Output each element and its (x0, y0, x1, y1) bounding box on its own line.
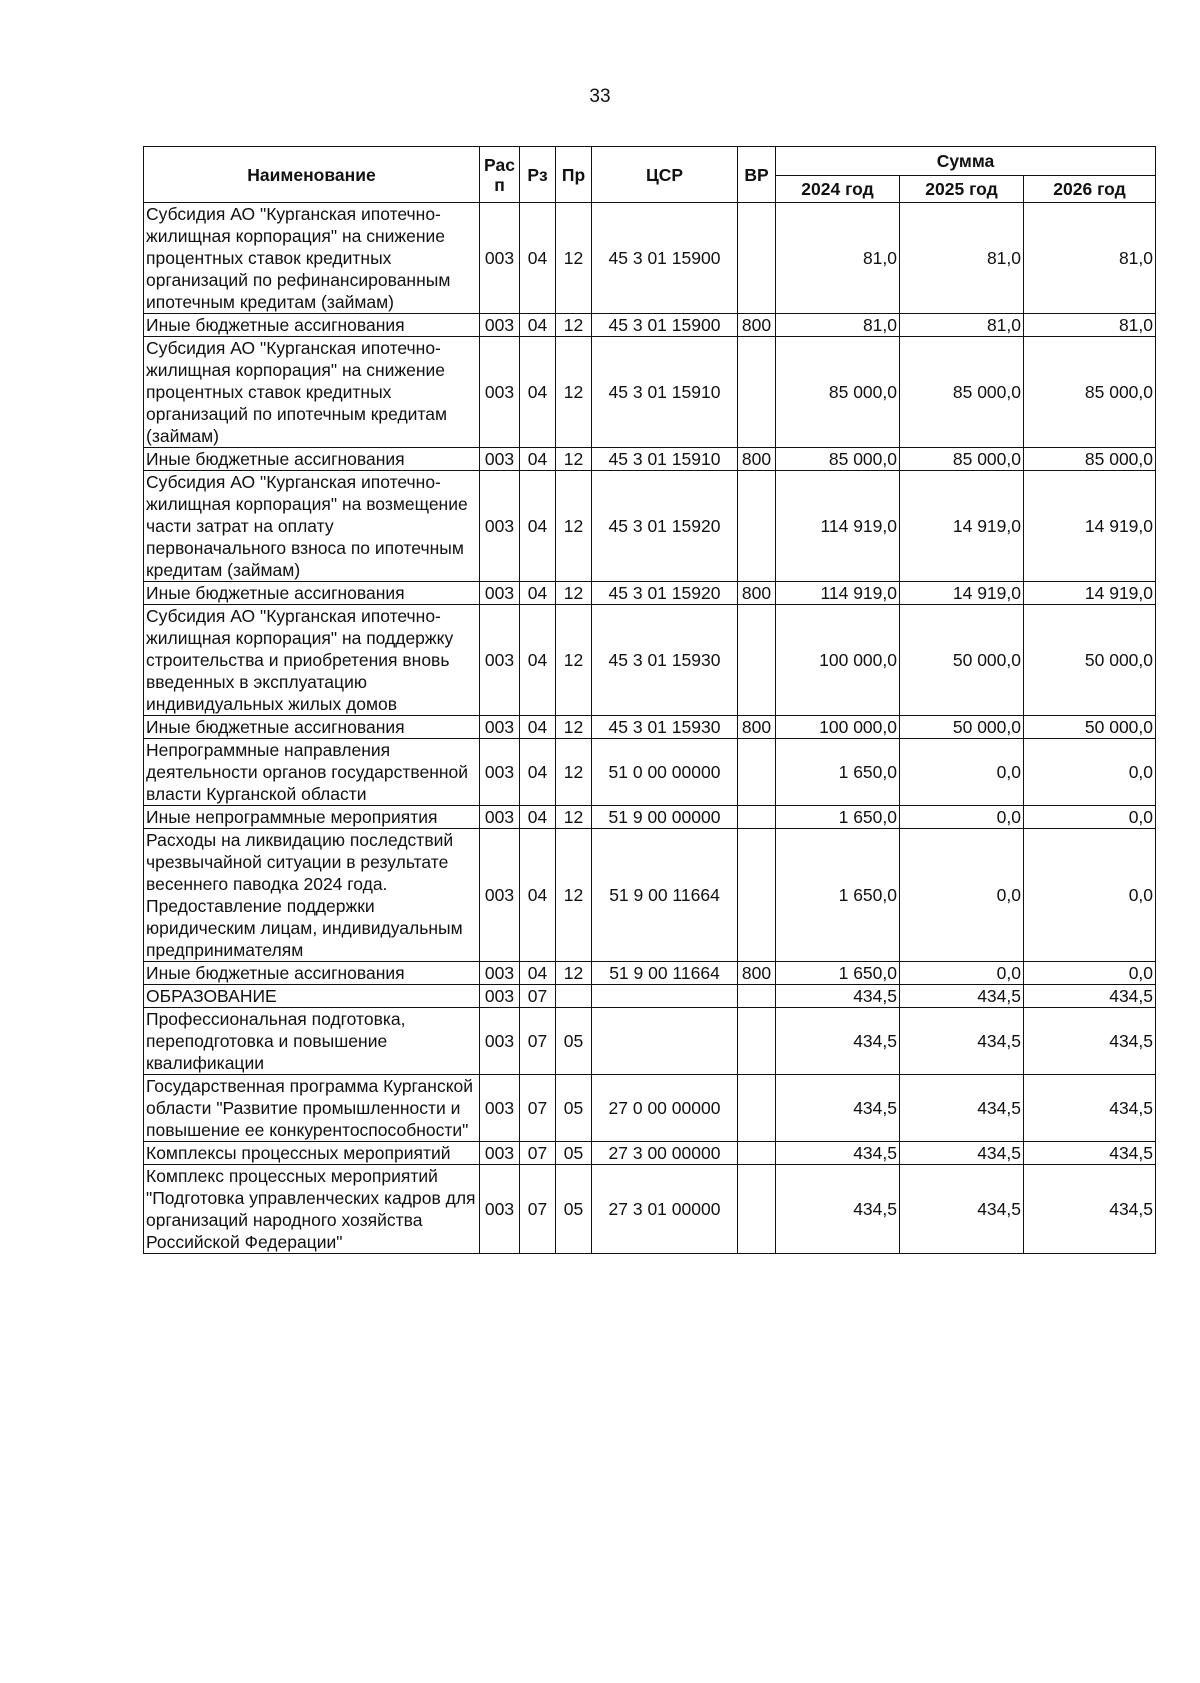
cell-name: Иные бюджетные ассигнования (144, 582, 480, 605)
cell-name: ОБРАЗОВАНИЕ (144, 985, 480, 1008)
cell-pr: 12 (556, 605, 592, 716)
cell-sum-2026: 85 000,0 (1024, 448, 1156, 471)
cell-csr: 27 3 01 00000 (592, 1165, 738, 1254)
cell-rasp: 003 (480, 448, 520, 471)
cell-name: Иные непрограммные мероприятия (144, 806, 480, 829)
table-row (144, 337, 1156, 448)
cell-rasp: 003 (480, 605, 520, 716)
cell-sum-2025: 14 919,0 (900, 471, 1024, 582)
cell-pr: 12 (556, 716, 592, 739)
table-body (144, 203, 1156, 1254)
cell-sum-2025: 0,0 (900, 829, 1024, 962)
cell-pr: 05 (556, 1142, 592, 1165)
cell-vr (738, 1142, 776, 1165)
cell-sum-2025: 81,0 (900, 203, 1024, 314)
cell-rz: 04 (520, 605, 556, 716)
cell-pr: 12 (556, 829, 592, 962)
cell-csr: 45 3 01 15900 (592, 314, 738, 337)
cell-vr (738, 605, 776, 716)
cell-rz: 04 (520, 806, 556, 829)
cell-name: Расходы на ликвидацию последствий чрезвычайной ситуации в результате весеннего паводка 2024 года. Предоставление поддержки юридическим лицам, индивидуальным предпринимателям (144, 829, 480, 962)
table-row (144, 1075, 1156, 1142)
cell-rz: 04 (520, 471, 556, 582)
cell-vr: 800 (738, 314, 776, 337)
cell-sum-2024: 434,5 (776, 1008, 900, 1075)
cell-pr: 12 (556, 962, 592, 985)
table-row (144, 1142, 1156, 1165)
cell-name: Профессиональная подготовка, переподготовка и повышение квалификации (144, 1008, 480, 1075)
cell-rasp: 003 (480, 829, 520, 962)
cell-vr (738, 806, 776, 829)
budget-table (143, 146, 1156, 1254)
cell-sum-2025: 434,5 (900, 985, 1024, 1008)
cell-csr: 51 9 00 00000 (592, 806, 738, 829)
cell-rz: 04 (520, 739, 556, 806)
header-year-2026: 2026 год (1024, 176, 1156, 203)
cell-sum-2026: 434,5 (1024, 1142, 1156, 1165)
cell-sum-2024: 434,5 (776, 1142, 900, 1165)
cell-pr: 12 (556, 739, 592, 806)
cell-sum-2024: 434,5 (776, 1075, 900, 1142)
cell-sum-2024: 81,0 (776, 203, 900, 314)
cell-rasp: 003 (480, 1008, 520, 1075)
cell-sum-2024: 85 000,0 (776, 337, 900, 448)
cell-vr (738, 1165, 776, 1254)
cell-pr: 12 (556, 203, 592, 314)
cell-sum-2026: 0,0 (1024, 962, 1156, 985)
cell-rasp: 003 (480, 471, 520, 582)
cell-rz: 04 (520, 962, 556, 985)
cell-pr: 05 (556, 1075, 592, 1142)
cell-rasp: 003 (480, 337, 520, 448)
table-row (144, 739, 1156, 806)
cell-csr: 51 0 00 00000 (592, 739, 738, 806)
header-pr: Пр (556, 147, 592, 203)
cell-sum-2025: 50 000,0 (900, 605, 1024, 716)
cell-vr (738, 1008, 776, 1075)
header-vr: ВР (738, 147, 776, 203)
cell-sum-2024: 114 919,0 (776, 471, 900, 582)
table-row (144, 962, 1156, 985)
cell-rasp: 003 (480, 1165, 520, 1254)
cell-sum-2024: 1 650,0 (776, 962, 900, 985)
cell-name: Субсидия АО "Курганская ипотечно-жилищная корпорация" на снижение процентных ставок кредитных организаций по рефинансированным ипотечным кредитам (займам) (144, 203, 480, 314)
header-csr: ЦСР (592, 147, 738, 203)
cell-rasp: 003 (480, 314, 520, 337)
cell-sum-2026: 81,0 (1024, 203, 1156, 314)
cell-sum-2024: 100 000,0 (776, 716, 900, 739)
cell-sum-2026: 50 000,0 (1024, 716, 1156, 739)
cell-sum-2026: 434,5 (1024, 985, 1156, 1008)
cell-csr: 45 3 01 15910 (592, 337, 738, 448)
cell-name: Иные бюджетные ассигнования (144, 448, 480, 471)
cell-rz: 07 (520, 985, 556, 1008)
cell-sum-2024: 81,0 (776, 314, 900, 337)
cell-sum-2026: 0,0 (1024, 739, 1156, 806)
table-row (144, 985, 1156, 1008)
cell-rasp: 003 (480, 716, 520, 739)
cell-csr: 45 3 01 15910 (592, 448, 738, 471)
cell-rasp: 003 (480, 985, 520, 1008)
cell-pr: 12 (556, 314, 592, 337)
cell-sum-2024: 85 000,0 (776, 448, 900, 471)
header-rasp: Рас п (480, 147, 520, 203)
table-row (144, 806, 1156, 829)
header-row-1 (144, 147, 1156, 176)
cell-sum-2024: 1 650,0 (776, 739, 900, 806)
cell-rasp: 003 (480, 739, 520, 806)
cell-rz: 07 (520, 1008, 556, 1075)
cell-rz: 04 (520, 203, 556, 314)
cell-sum-2026: 81,0 (1024, 314, 1156, 337)
cell-sum-2024: 434,5 (776, 985, 900, 1008)
cell-sum-2025: 81,0 (900, 314, 1024, 337)
cell-vr (738, 1075, 776, 1142)
cell-sum-2026: 434,5 (1024, 1165, 1156, 1254)
cell-sum-2025: 85 000,0 (900, 448, 1024, 471)
cell-sum-2024: 1 650,0 (776, 806, 900, 829)
cell-name: Комплексы процессных мероприятий (144, 1142, 480, 1165)
table-row (144, 1008, 1156, 1075)
cell-vr (738, 471, 776, 582)
table-row (144, 471, 1156, 582)
header-year-2024: 2024 год (776, 176, 900, 203)
cell-rz: 07 (520, 1165, 556, 1254)
cell-sum-2025: 14 919,0 (900, 582, 1024, 605)
cell-sum-2026: 434,5 (1024, 1075, 1156, 1142)
cell-sum-2025: 434,5 (900, 1008, 1024, 1075)
cell-sum-2025: 434,5 (900, 1075, 1024, 1142)
cell-rz: 04 (520, 829, 556, 962)
cell-vr: 800 (738, 448, 776, 471)
table-row (144, 829, 1156, 962)
cell-name: Субсидия АО "Курганская ипотечно-жилищная корпорация" на возмещение части затрат на оплату первоначального взноса по ипотечным кредитам (займам) (144, 471, 480, 582)
cell-name: Непрограммные направления деятельности органов государственной власти Курганской области (144, 739, 480, 806)
cell-rasp: 003 (480, 1075, 520, 1142)
cell-vr (738, 985, 776, 1008)
cell-csr: 45 3 01 15930 (592, 716, 738, 739)
cell-rasp: 003 (480, 582, 520, 605)
cell-sum-2025: 434,5 (900, 1142, 1024, 1165)
cell-csr: 45 3 01 15900 (592, 203, 738, 314)
cell-pr: 12 (556, 582, 592, 605)
header-name: Наименование (144, 147, 480, 203)
cell-vr: 800 (738, 582, 776, 605)
cell-sum-2026: 434,5 (1024, 1008, 1156, 1075)
cell-name: Иные бюджетные ассигнования (144, 314, 480, 337)
cell-csr: 27 3 00 00000 (592, 1142, 738, 1165)
cell-pr: 12 (556, 471, 592, 582)
cell-sum-2026: 50 000,0 (1024, 605, 1156, 716)
header-sum: Сумма (776, 147, 1156, 176)
cell-vr (738, 203, 776, 314)
cell-rz: 04 (520, 337, 556, 448)
cell-sum-2025: 85 000,0 (900, 337, 1024, 448)
table-row (144, 448, 1156, 471)
cell-name: Иные бюджетные ассигнования (144, 962, 480, 985)
cell-sum-2025: 0,0 (900, 739, 1024, 806)
cell-sum-2026: 14 919,0 (1024, 582, 1156, 605)
cell-pr (556, 985, 592, 1008)
cell-vr: 800 (738, 716, 776, 739)
cell-csr (592, 985, 738, 1008)
cell-csr: 45 3 01 15920 (592, 582, 738, 605)
table-row (144, 314, 1156, 337)
table-row (144, 203, 1156, 314)
cell-sum-2026: 0,0 (1024, 829, 1156, 962)
cell-name: Субсидия АО "Курганская ипотечно-жилищная корпорация" на снижение процентных ставок кредитных организаций по ипотечным кредитам (займам) (144, 337, 480, 448)
cell-pr: 05 (556, 1008, 592, 1075)
table-row (144, 716, 1156, 739)
cell-csr: 51 9 00 11664 (592, 829, 738, 962)
cell-sum-2024: 114 919,0 (776, 582, 900, 605)
cell-sum-2024: 100 000,0 (776, 605, 900, 716)
cell-rz: 04 (520, 582, 556, 605)
cell-vr: 800 (738, 962, 776, 985)
cell-sum-2026: 0,0 (1024, 806, 1156, 829)
cell-csr: 45 3 01 15920 (592, 471, 738, 582)
cell-sum-2025: 0,0 (900, 962, 1024, 985)
cell-vr (738, 337, 776, 448)
cell-rasp: 003 (480, 806, 520, 829)
cell-name: Субсидия АО "Курганская ипотечно-жилищная корпорация" на поддержку строительства и приобретения вновь введенных в эксплуатацию индивидуальных жилых домов (144, 605, 480, 716)
cell-sum-2024: 434,5 (776, 1165, 900, 1254)
cell-rz: 04 (520, 448, 556, 471)
cell-csr: 51 9 00 11664 (592, 962, 738, 985)
cell-csr (592, 1008, 738, 1075)
table-row (144, 605, 1156, 716)
cell-rz: 07 (520, 1075, 556, 1142)
cell-pr: 05 (556, 1165, 592, 1254)
cell-sum-2026: 14 919,0 (1024, 471, 1156, 582)
cell-pr: 12 (556, 448, 592, 471)
cell-name: Иные бюджетные ассигнования (144, 716, 480, 739)
cell-rz: 04 (520, 716, 556, 739)
cell-pr: 12 (556, 806, 592, 829)
cell-rasp: 003 (480, 1142, 520, 1165)
cell-rz: 04 (520, 314, 556, 337)
cell-vr (738, 739, 776, 806)
cell-rasp: 003 (480, 962, 520, 985)
cell-rz: 07 (520, 1142, 556, 1165)
cell-pr: 12 (556, 337, 592, 448)
cell-csr: 45 3 01 15930 (592, 605, 738, 716)
cell-vr (738, 829, 776, 962)
cell-rasp: 003 (480, 203, 520, 314)
cell-sum-2025: 50 000,0 (900, 716, 1024, 739)
table-row (144, 1165, 1156, 1254)
cell-sum-2025: 434,5 (900, 1165, 1024, 1254)
cell-name: Комплекс процессных мероприятий "Подготовка управленческих кадров для организаций народного хозяйства Российской Федерации" (144, 1165, 480, 1254)
cell-sum-2026: 85 000,0 (1024, 337, 1156, 448)
cell-sum-2024: 1 650,0 (776, 829, 900, 962)
header-year-2025: 2025 год (900, 176, 1024, 203)
cell-name: Государственная программа Курганской области "Развитие промышленности и повышение ее конкурентоспособности" (144, 1075, 480, 1142)
header-rz: Рз (520, 147, 556, 203)
cell-sum-2025: 0,0 (900, 806, 1024, 829)
page-number: 33 (589, 86, 611, 107)
table-row (144, 582, 1156, 605)
cell-csr: 27 0 00 00000 (592, 1075, 738, 1142)
